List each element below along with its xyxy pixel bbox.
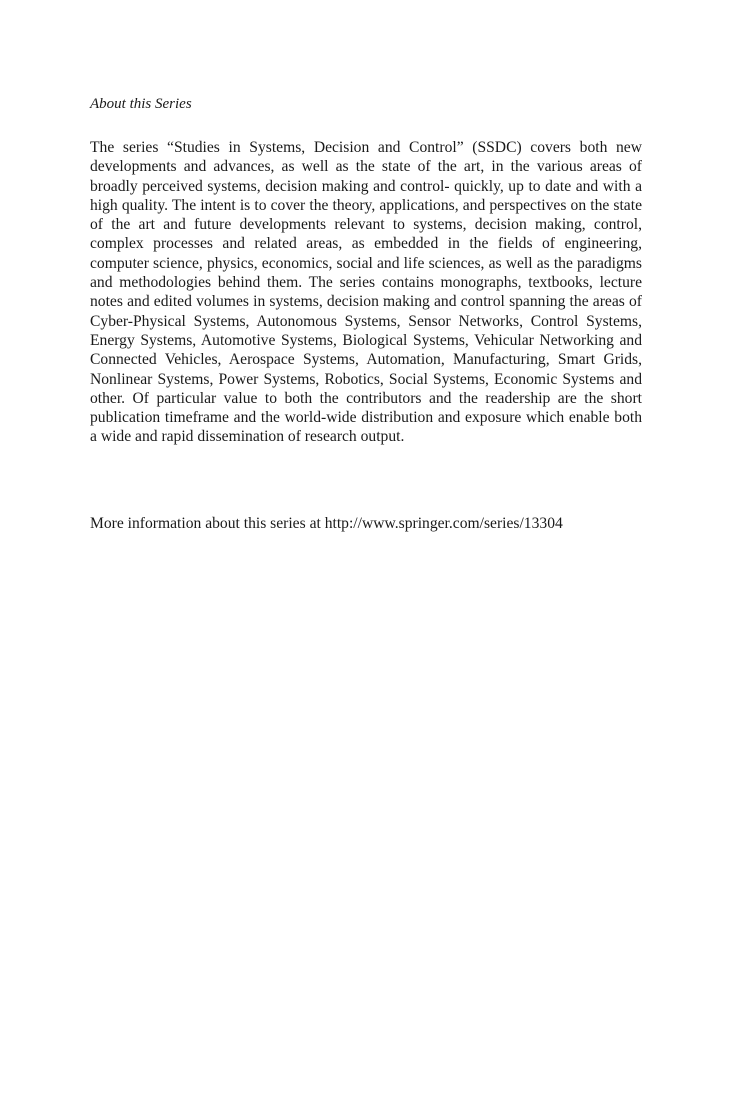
more-information-line: More information about this series at http://www.springer.com/series/13304 (90, 515, 563, 532)
section-heading: About this Series (90, 96, 192, 112)
series-description: The series “Studies in Systems, Decision and Control” (SSDC) covers both new developments and advances, as well as the state of the art, in the various areas of broadly perceived systems, decision making and control- quickly, up to date and with a high quality. The intent is to cover the theory, applications, and perspectives on the state of the art and future developments relevant to systems, decision making, control, complex processes and related areas, as embedded in the fields of engineering, computer science, physics, economics, social and life sciences, as well as the paradigms and methodologies behind them. The series contains monographs, textbooks, lecture notes and edited volumes in systems, decision making and control spanning the areas of Cyber-Physical Systems, Autonomous Systems, Sensor Networks, Control Systems, Energy Systems, Automotive Systems, Biological Systems, Vehicular Networking and Connected Vehicles, Aerospace Systems, Automation, Manufacturing, Smart Grids, Nonlinear Systems, Power Systems, Robotics, Social Systems, Economic Systems and other. Of particular value to both the contributors and the readership are the short publication timeframe and the world-wide distribution and exposure which enable both a wide and rapid dissemination of research output. (90, 139, 642, 446)
